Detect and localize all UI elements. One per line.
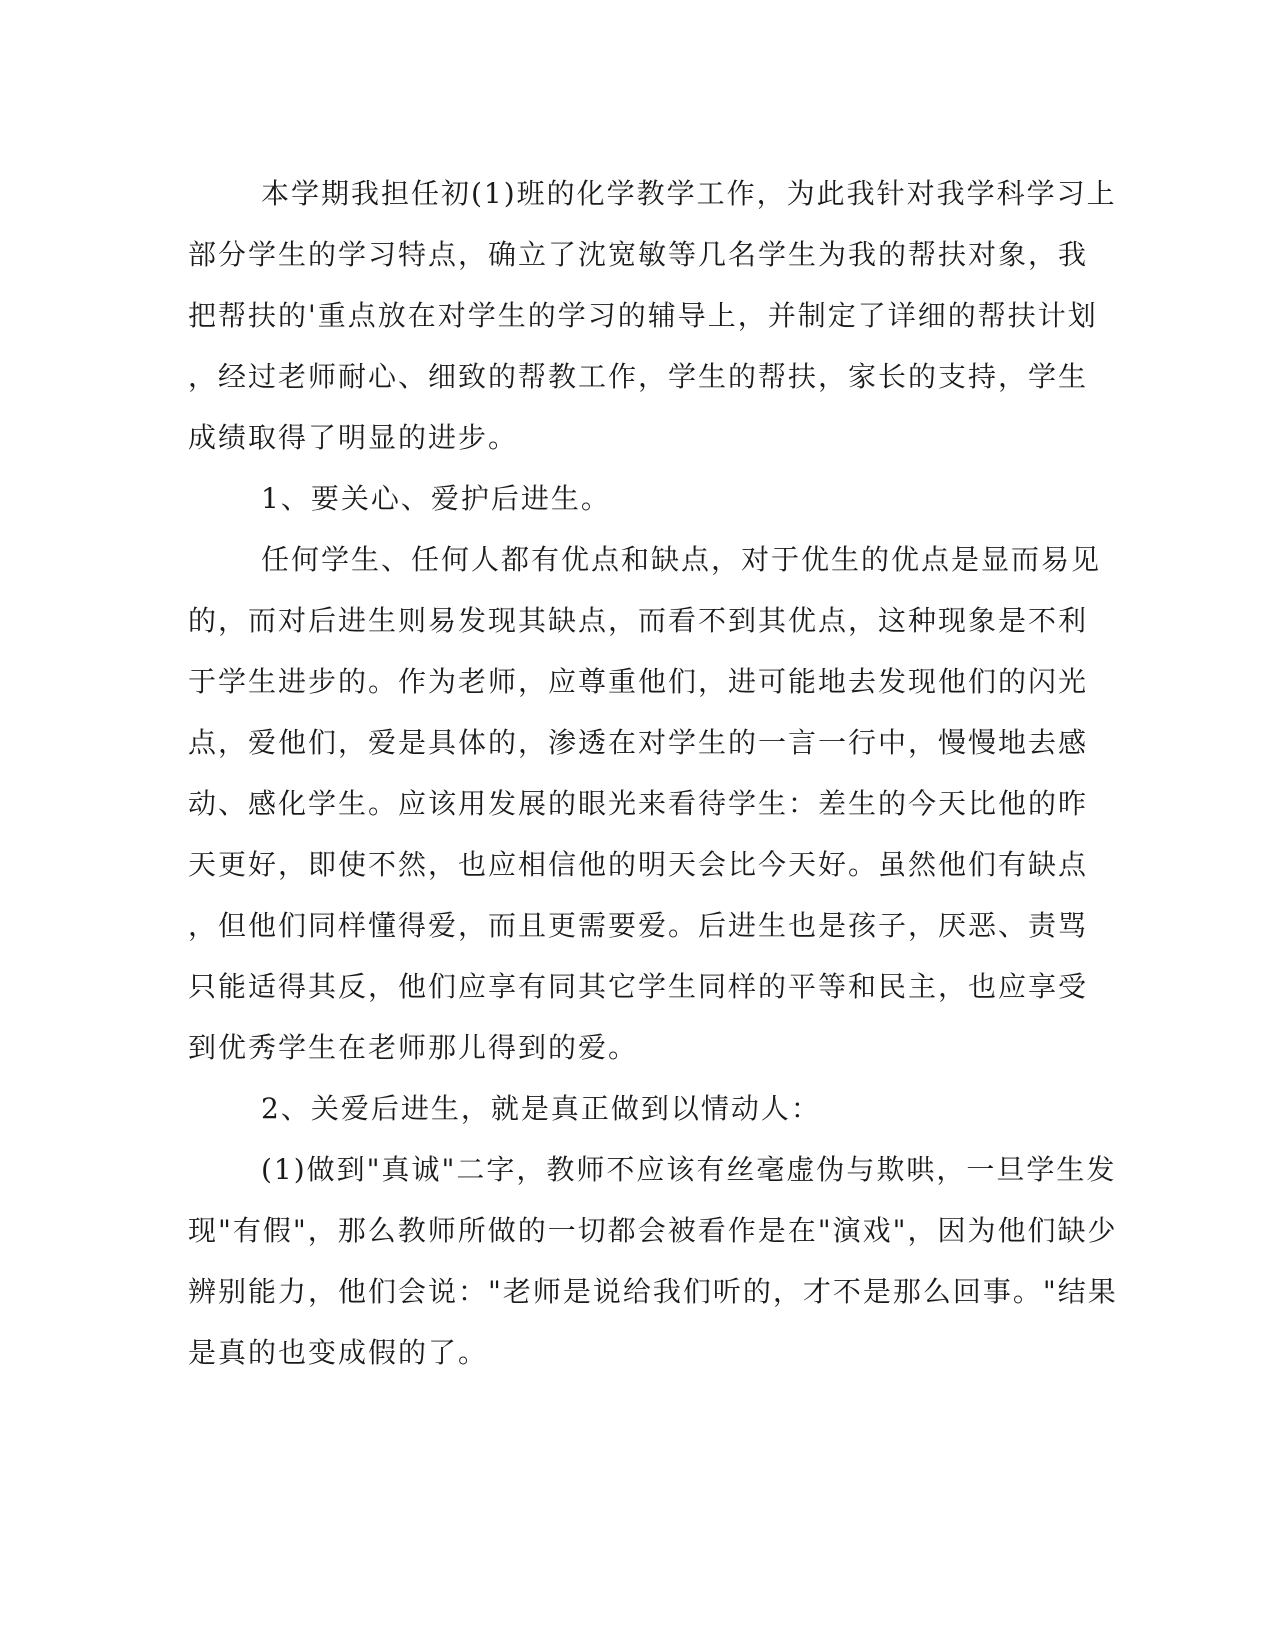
text-line: 的，而对后进生则易发现其缺点，而看不到其优点，这种现象是不利 bbox=[188, 604, 1089, 637]
text-line: 天更好，即使不然，也应相信他的明天会比今天好。虽然他们有缺点 bbox=[188, 848, 1089, 881]
text-line: 现"有假"，那么教师所做的一切都会被看作是在"演戏"，因为他们缺少 bbox=[188, 1214, 1118, 1247]
text-line: 辨别能力，他们会说："老师是说给我们听的，才不是那么回事。"结果 bbox=[188, 1275, 1118, 1308]
text-line: 点，爱他们，爱是具体的，渗透在对学生的一言一行中，慢慢地去感 bbox=[188, 726, 1089, 759]
text-line: (1)做到"真诚"二字，教师不应该有丝毫虚伪与欺哄，一旦学生发 bbox=[261, 1153, 1117, 1186]
text-line: ，但他们同样懂得爱，而且更需要爱。后进生也是孩子，厌恶、责骂 bbox=[188, 909, 1089, 942]
text-line: 成绩取得了明显的进步。 bbox=[188, 421, 519, 454]
text-line: 本学期我担任初(1)班的化学教学工作，为此我针对我学科学习上 bbox=[261, 177, 1117, 210]
text-line: 到优秀学生在老师那儿得到的爱。 bbox=[188, 1031, 639, 1064]
text-line: 把帮扶的'重点放在对学生的学习的辅导上，并制定了详细的帮扶计划 bbox=[188, 299, 1098, 332]
section-heading-1: 1、要关心、爱护后进生。 bbox=[261, 482, 611, 515]
text-line: ，经过老师耐心、细致的帮教工作，学生的帮扶，家长的支持，学生 bbox=[188, 360, 1089, 393]
text-line: 是真的也变成假的了。 bbox=[188, 1336, 489, 1369]
text-line: 于学生进步的。作为老师，应尊重他们，进可能地去发现他们的闪光 bbox=[188, 665, 1089, 698]
text-line: 任何学生、任何人都有优点和缺点，对于优生的优点是显而易见 bbox=[261, 543, 1102, 576]
section-heading-2: 2、关爱后进生，就是真正做到以情动人： bbox=[261, 1092, 821, 1125]
text-line: 动、感化学生。应该用发展的眼光来看待学生：差生的今天比他的昨 bbox=[188, 787, 1089, 820]
document-body bbox=[188, 163, 1118, 1383]
text-line: 只能适得其反，他们应享有同其它学生同样的平等和民主，也应享受 bbox=[188, 970, 1089, 1003]
text-line: 部分学生的学习特点，确立了沈宽敏等几名学生为我的帮扶对象，我 bbox=[188, 238, 1089, 271]
